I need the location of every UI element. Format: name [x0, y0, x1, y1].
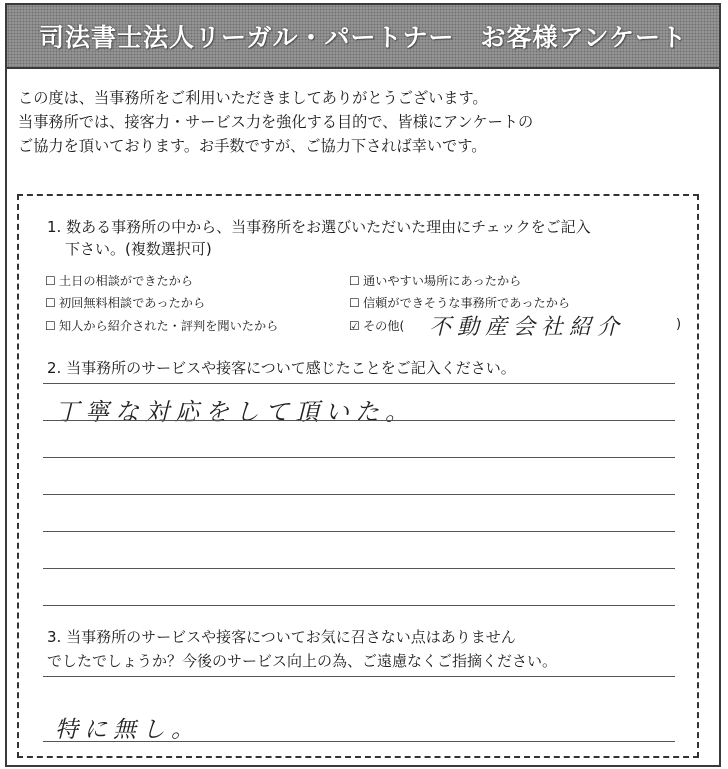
q3-answer[interactable]: 特に無し。 [55, 717, 200, 743]
answer-line [43, 676, 675, 677]
q1-option[interactable] [349, 272, 521, 289]
q3-text-line1: 3. 当事務所のサービスや接客についてお気に召さない点はありません [47, 628, 516, 646]
survey-header [7, 5, 719, 69]
q2-answer[interactable]: 丁寧な対応をして頂いた。 [55, 398, 415, 426]
q1-text-line2: 下さい。(複数選択可) [65, 240, 212, 258]
checkbox-empty-icon[interactable]: ☐ [45, 274, 56, 288]
answer-line [43, 383, 675, 384]
checkbox-empty-icon[interactable]: ☐ [45, 319, 56, 333]
answer-line [43, 741, 675, 742]
intro-line: この度は、当事務所をご利用いただきましてありがとうございます。 [18, 89, 488, 107]
option-label: その他( [363, 319, 405, 333]
answer-line [43, 420, 675, 421]
questions-box [17, 194, 699, 758]
q3-text-line2: でしたでしょうか？今後のサービス向上の為、ご遠慮なくご指摘ください。 [47, 652, 558, 670]
q1-option[interactable] [349, 294, 570, 311]
option-label: 信頼ができそうな事務所であったから [363, 296, 571, 310]
option-label: 初回無料相談であったから [59, 296, 206, 310]
checkbox-empty-icon[interactable]: ☐ [349, 274, 360, 288]
q2-text: 2. 当事務所のサービスや接客について感じたことをご記入ください。 [47, 359, 516, 377]
q1-other-answer: 不動産会社紹介 [429, 315, 626, 340]
answer-line [43, 531, 675, 532]
intro-text [18, 86, 698, 158]
checkbox-empty-icon[interactable]: ☐ [45, 296, 56, 310]
intro-line: 当事務所では、接客力・サービス力を強化する目的で、皆様にアンケートの [18, 113, 534, 131]
q1-option[interactable] [45, 272, 193, 289]
answer-line [43, 605, 675, 606]
q1-option-other[interactable] [349, 317, 404, 334]
intro-line: ご協力を頂いております。お手数ですが、ご協力下されば幸いです。 [18, 137, 487, 155]
answer-line [43, 568, 675, 569]
survey-title: 司法書士法人リーガル・パートナー お客様アンケート [38, 23, 687, 52]
option-label: 通いやすい場所にあったから [363, 274, 522, 288]
q1-text-line1: 1. 数ある事務所の中から、当事務所をお選びいただいた理由にチェックをご記入 [47, 218, 591, 236]
q1-other-close-paren: ) [676, 317, 682, 332]
option-label: 土日の相談ができたから [59, 274, 194, 288]
checkbox-checked-icon[interactable]: ☑ [349, 319, 360, 333]
checkbox-empty-icon[interactable]: ☐ [349, 296, 360, 310]
option-label: 知人から紹介された・評判を聞いたから [59, 319, 279, 333]
answer-line [43, 457, 675, 458]
answer-line [43, 494, 675, 495]
q1-option[interactable] [45, 317, 278, 334]
q1-option[interactable] [45, 294, 205, 311]
